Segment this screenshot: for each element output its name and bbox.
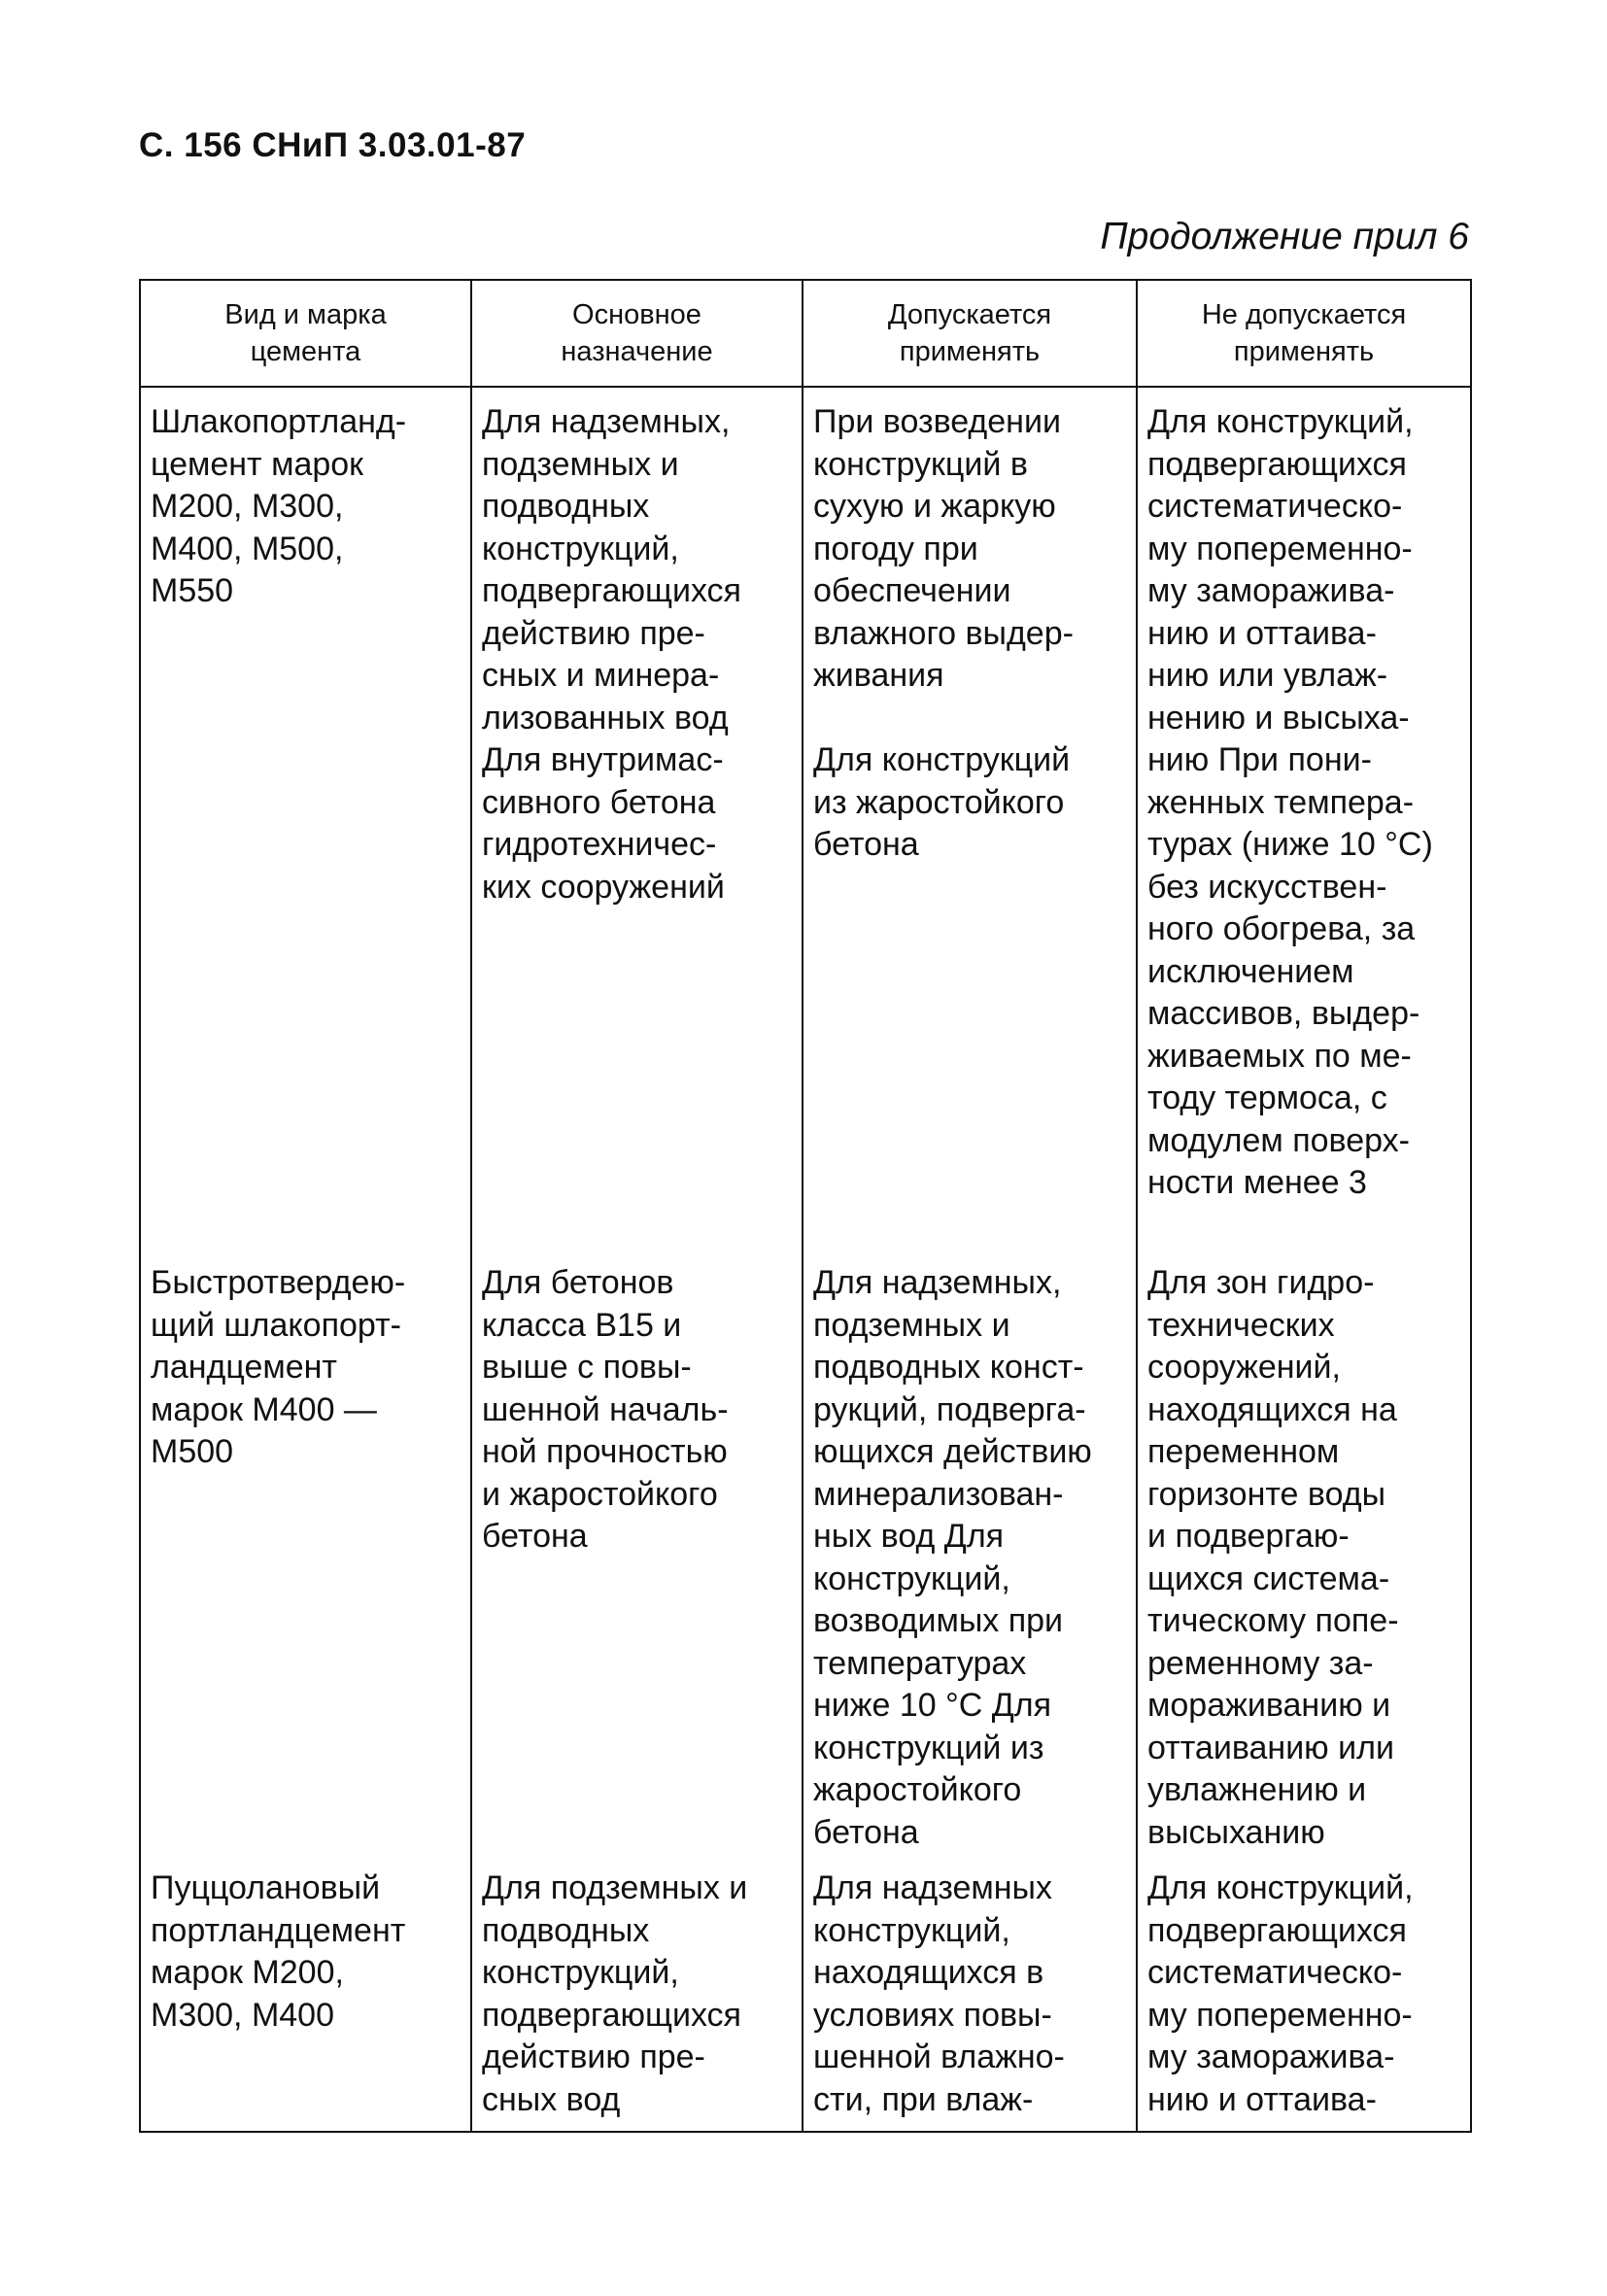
cement-table bbox=[139, 279, 1472, 2133]
table-header bbox=[140, 280, 1471, 387]
column-header-not-allowed bbox=[1137, 280, 1471, 387]
column-header-cement-type bbox=[140, 280, 471, 387]
column-header-not-allowed-text: Не допускается применять bbox=[1201, 299, 1407, 367]
column-header-allowed-text: Допускается применять bbox=[887, 299, 1052, 367]
column-header-main-purpose-text: Основное назначение bbox=[561, 299, 713, 367]
table-row bbox=[140, 387, 1471, 1249]
table-cell-main-purpose: Для бетонов класса В15 и выше с повы- шенной началь- ной прочностью и жаростойкого бетона bbox=[471, 1249, 803, 1854]
page-header: С. 156 СНиП 3.03.01-87 bbox=[139, 126, 527, 164]
table-cell-not-allowed: Для зон гидро- технических сооружений, находящихся на переменном горизонте воды и подвергаю- щихся система- тическому попе- ременному за- мораживанию и оттаиванию или увлажнению и высыханию bbox=[1137, 1249, 1471, 1854]
table-cell-cement-type: Пуццолановый портландцемент марок М200, М300, М400 bbox=[140, 1854, 471, 2132]
table-cell-cement-type: Шлакопортланд- цемент марок М200, М300, М400, М500, М550 bbox=[140, 387, 471, 1249]
column-header-main-purpose bbox=[471, 280, 803, 387]
table-cell-main-purpose: Для подземных и подводных конструкций, подвергающихся действию пре- сных вод bbox=[471, 1854, 803, 2132]
table-row bbox=[140, 1249, 1471, 1854]
column-header-cement-type-text: Вид и марка цемента bbox=[224, 299, 387, 367]
table-row bbox=[140, 1854, 1471, 2132]
table-body bbox=[140, 387, 1471, 2132]
appendix-continuation-label: Продолжение прил 6 bbox=[1100, 216, 1469, 257]
table-cell-main-purpose: Для надземных, подземных и подводных конструкций, подвергающихся действию пре- сных и минера- лизованных вод Для внутримас- сивного бетона гидротехничес- ких сооружений bbox=[471, 387, 803, 1249]
table-cell-not-allowed: Для конструкций, подвергающихся систематическо- му попеременно- му заморажива- нию и оттаива- нию или увлаж- нению и высыха- нию При пони- женных темпера- турах (ниже 10 °С) без искусствен- ного обогрева, за исключением массивов, выдер- живаемых по ме- тоду термоса, с модулем поверх- ности менее 3 bbox=[1137, 387, 1471, 1249]
table-cell-allowed: При возведении конструкций в сухую и жаркую погоду при обеспечении влажного выдер- живания Для конструкций из жаростойкого бетона bbox=[803, 387, 1137, 1249]
table-cell-cement-type: Быстротвердею- щий шлакопорт- ландцемент марок М400 — М500 bbox=[140, 1249, 471, 1854]
table-cell-not-allowed: Для конструкций, подвергающихся систематическо- му попеременно- му заморажива- нию и оттаива- bbox=[1137, 1854, 1471, 2132]
column-header-allowed bbox=[803, 280, 1137, 387]
table-cell-allowed: Для надземных конструкций, находящихся в условиях повы- шенной влажно- сти, при влаж- bbox=[803, 1854, 1137, 2132]
table-header-row bbox=[140, 280, 1471, 387]
table-cell-allowed: Для надземных, подземных и подводных конст- рукций, подверга- ющихся действию минерализован- ных вод Для конструкций, возводимых при температурах ниже 10 °С Для конструкций из жаростойкого бетона bbox=[803, 1249, 1137, 1854]
